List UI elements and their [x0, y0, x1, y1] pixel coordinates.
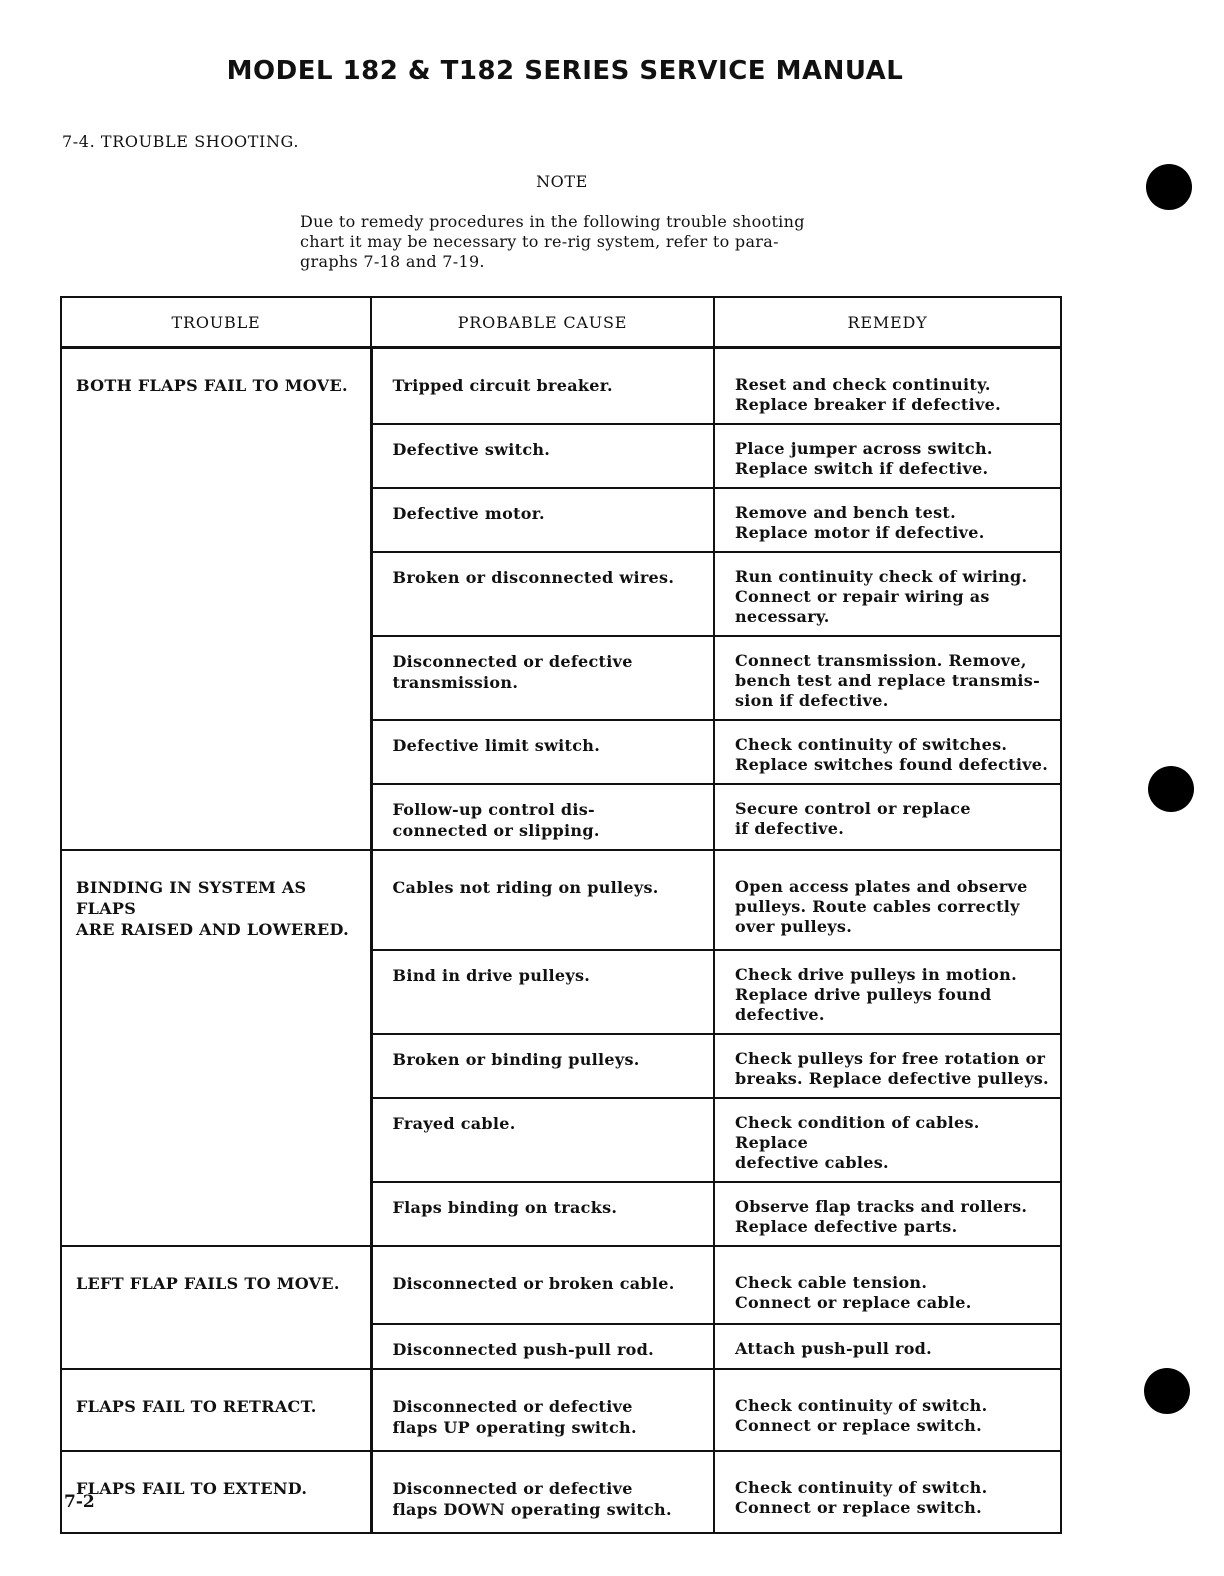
table-header-row — [61, 297, 1061, 348]
remedy-cell: Open access plates and observe pulleys. Route cables correctly over pulleys. — [714, 850, 1061, 950]
probable-cause-text: Disconnected push-pull rod. — [392, 1340, 654, 1359]
table-row — [61, 1369, 1061, 1451]
trouble-cell — [61, 1451, 371, 1533]
probable-cause-cell — [371, 1246, 714, 1324]
probable-cause-text: Broken or disconnected wires. — [392, 568, 675, 587]
page-title: MODEL 182 & T182 SERIES SERVICE MANUAL — [226, 56, 904, 86]
trouble-shooting-table — [60, 296, 1062, 1534]
probable-cause-cell — [371, 488, 714, 552]
remedy-cell: Reset and check continuity. Replace breaker if defective. — [714, 348, 1061, 425]
note-title: NOTE — [536, 172, 588, 191]
page-number: 7-2 — [64, 1492, 95, 1512]
remedy-cell: Check condition of cables. Replace defective cables. — [714, 1098, 1061, 1182]
trouble-cell — [61, 1369, 371, 1451]
remedy-cell: Run continuity check of wiring. Connect or repair wiring as necessary. — [714, 552, 1061, 636]
table-row — [61, 1451, 1061, 1533]
remedy-cell: Check continuity of switch. Connect or replace switch. — [714, 1369, 1061, 1451]
remedy-cell: Observe flap tracks and rollers. Replace defective parts. — [714, 1182, 1061, 1246]
probable-cause-text: Broken or binding pulleys. — [392, 1050, 640, 1069]
probable-cause-cell — [371, 424, 714, 488]
column-header-probable-cause: PROBABLE CAUSE — [371, 297, 714, 348]
remedy-cell: Place jumper across switch. Replace switch if defective. — [714, 424, 1061, 488]
probable-cause-text: Cables not riding on pulleys. — [392, 878, 659, 897]
probable-cause-text: Disconnected or defective transmission. — [392, 652, 633, 692]
probable-cause-cell — [371, 348, 714, 425]
probable-cause-cell — [371, 552, 714, 636]
probable-cause-text: Defective switch. — [392, 440, 551, 459]
probable-cause-text: Follow-up control dis- connected or slipping. — [392, 800, 600, 840]
trouble-text: BINDING IN SYSTEM AS FLAPS ARE RAISED AND LOWERED. — [76, 878, 349, 939]
binder-hole-icon — [1144, 1368, 1190, 1414]
remedy-cell: Remove and bench test. Replace motor if defective. — [714, 488, 1061, 552]
probable-cause-text: Frayed cable. — [392, 1114, 516, 1133]
remedy-cell: Check drive pulleys in motion. Replace drive pulleys found defective. — [714, 950, 1061, 1034]
probable-cause-text: Defective limit switch. — [392, 736, 601, 755]
probable-cause-text: Defective motor. — [392, 504, 545, 523]
probable-cause-cell — [371, 1098, 714, 1182]
remedy-cell: Check cable tension. Connect or replace cable. — [714, 1246, 1061, 1324]
probable-cause-cell — [371, 1324, 714, 1369]
trouble-cell — [61, 1246, 371, 1369]
probable-cause-cell — [371, 720, 714, 784]
probable-cause-text: Flaps binding on tracks. — [392, 1198, 618, 1217]
probable-cause-cell — [371, 636, 714, 720]
trouble-cell — [61, 348, 371, 851]
trouble-cell — [61, 850, 371, 1246]
trouble-text: BOTH FLAPS FAIL TO MOVE. — [76, 376, 348, 395]
table-row — [61, 850, 1061, 950]
probable-cause-text: Disconnected or broken cable. — [392, 1274, 675, 1293]
section-heading: 7-4. TROUBLE SHOOTING. — [62, 132, 300, 151]
probable-cause-cell — [371, 1369, 714, 1451]
probable-cause-cell — [371, 850, 714, 950]
probable-cause-text: Disconnected or defective flaps DOWN operating switch. — [392, 1479, 672, 1519]
probable-cause-text: Disconnected or defective flaps UP operating switch. — [392, 1397, 637, 1437]
table-row — [61, 348, 1061, 425]
probable-cause-cell — [371, 950, 714, 1034]
probable-cause-cell — [371, 1451, 714, 1533]
probable-cause-cell — [371, 784, 714, 850]
column-header-remedy: REMEDY — [714, 297, 1061, 348]
trouble-text: LEFT FLAP FAILS TO MOVE. — [76, 1274, 340, 1293]
remedy-cell: Connect transmission. Remove, bench test and replace transmis- sion if defective. — [714, 636, 1061, 720]
probable-cause-cell — [371, 1182, 714, 1246]
column-header-trouble: TROUBLE — [61, 297, 371, 348]
remedy-cell: Check continuity of switches. Replace switches found defective. — [714, 720, 1061, 784]
remedy-cell: Check continuity of switch. Connect or replace switch. — [714, 1451, 1061, 1533]
binder-hole-icon — [1148, 766, 1194, 812]
probable-cause-text: Tripped circuit breaker. — [392, 376, 613, 395]
table-body — [61, 348, 1061, 1534]
binder-hole-icon — [1146, 164, 1192, 210]
remedy-cell: Attach push-pull rod. — [714, 1324, 1061, 1369]
trouble-text: FLAPS FAIL TO EXTEND. — [76, 1479, 308, 1498]
probable-cause-cell — [371, 1034, 714, 1098]
probable-cause-text: Bind in drive pulleys. — [392, 966, 591, 985]
table-row — [61, 1246, 1061, 1324]
remedy-cell: Check pulleys for free rotation or breaks. Replace defective pulleys. — [714, 1034, 1061, 1098]
remedy-cell: Secure control or replace if defective. — [714, 784, 1061, 850]
note-body: Due to remedy procedures in the following trouble shooting chart it may be necessary to re-rig system, refer to para- graphs 7-18 and 7-19. — [300, 212, 805, 271]
trouble-text: FLAPS FAIL TO RETRACT. — [76, 1397, 317, 1416]
